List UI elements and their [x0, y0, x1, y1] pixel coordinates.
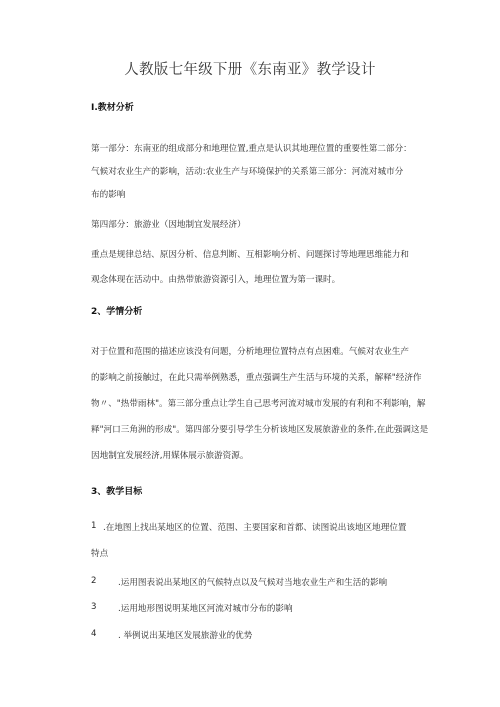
objective-number: 4 [91, 629, 97, 639]
paragraph-line: 释"河口三角洲的形成"。第四部分要引导学生分析该地区发展旅游业的条件,在此强调这是 [91, 425, 429, 435]
paragraph-line: 布的影响 [91, 190, 126, 200]
objective-text: . 举例说出某地区发展旅游业的优势 [118, 631, 253, 641]
paragraph-line: 气候对农业生产的影响，活动:农业生产与环境保护的关系第三部分：河流对城市分 [91, 167, 404, 177]
objective-text: .在地图上找出某地区的位置、范围、主要国家和首都、读图说出该地区地理位置 [103, 523, 407, 533]
paragraph-line: 物〃、"热带雨林"。第三部分重点让学生自己思考河流对城市发展的有利和不利影响，解 [91, 399, 426, 409]
objective-number: 2 [91, 576, 97, 586]
section-heading-textbook-analysis: I.教材分析 [91, 103, 134, 113]
paragraph-line: 对于位置和范围的描述应该没有问题，分析地理位置特点有点困难。气候对农业生产 [91, 347, 409, 357]
objective-text: .运用地形图说明某地区河流对城市分布的影响 [118, 604, 293, 614]
section-heading-teaching-objectives: 3、教学目标 [91, 487, 143, 497]
paragraph-line: 的影响之前接触过，在此只需举例熟悉，重点强调生产生活与环境的关系，解释"经济作 [91, 373, 422, 383]
objective-text-continued: 特点 [91, 549, 109, 559]
paragraph-line: 因地制宜发展经济,用媒体展示旅游资源。 [91, 451, 249, 461]
paragraph-line: 观念体现在活动中。由热带旅游资源引入，地理位置为第一课时。 [91, 275, 341, 285]
objective-number: 3 [91, 602, 97, 612]
section-heading-student-analysis: 2、学情分析 [91, 307, 143, 317]
objective-number: 1 [91, 521, 97, 531]
paragraph-line: 重点是规律总结、原因分析、信息判断、互相影响分析、问题探讨等地理思维能力和 [91, 250, 409, 260]
paragraph-line: 第四部分：旅游业（因地制宜发展经济） [91, 220, 246, 230]
page-title: 人教版七年级下册《东南亚》教学设计 [124, 62, 376, 78]
objective-text: .运用图表说出某地区的气候特点以及气候对当地农业生产和生活的影响 [118, 578, 388, 588]
paragraph-line: 第一部分：东南亚的组成部分和地理位置,重点是认识其地理位置的重要性第二部分： [91, 144, 412, 154]
